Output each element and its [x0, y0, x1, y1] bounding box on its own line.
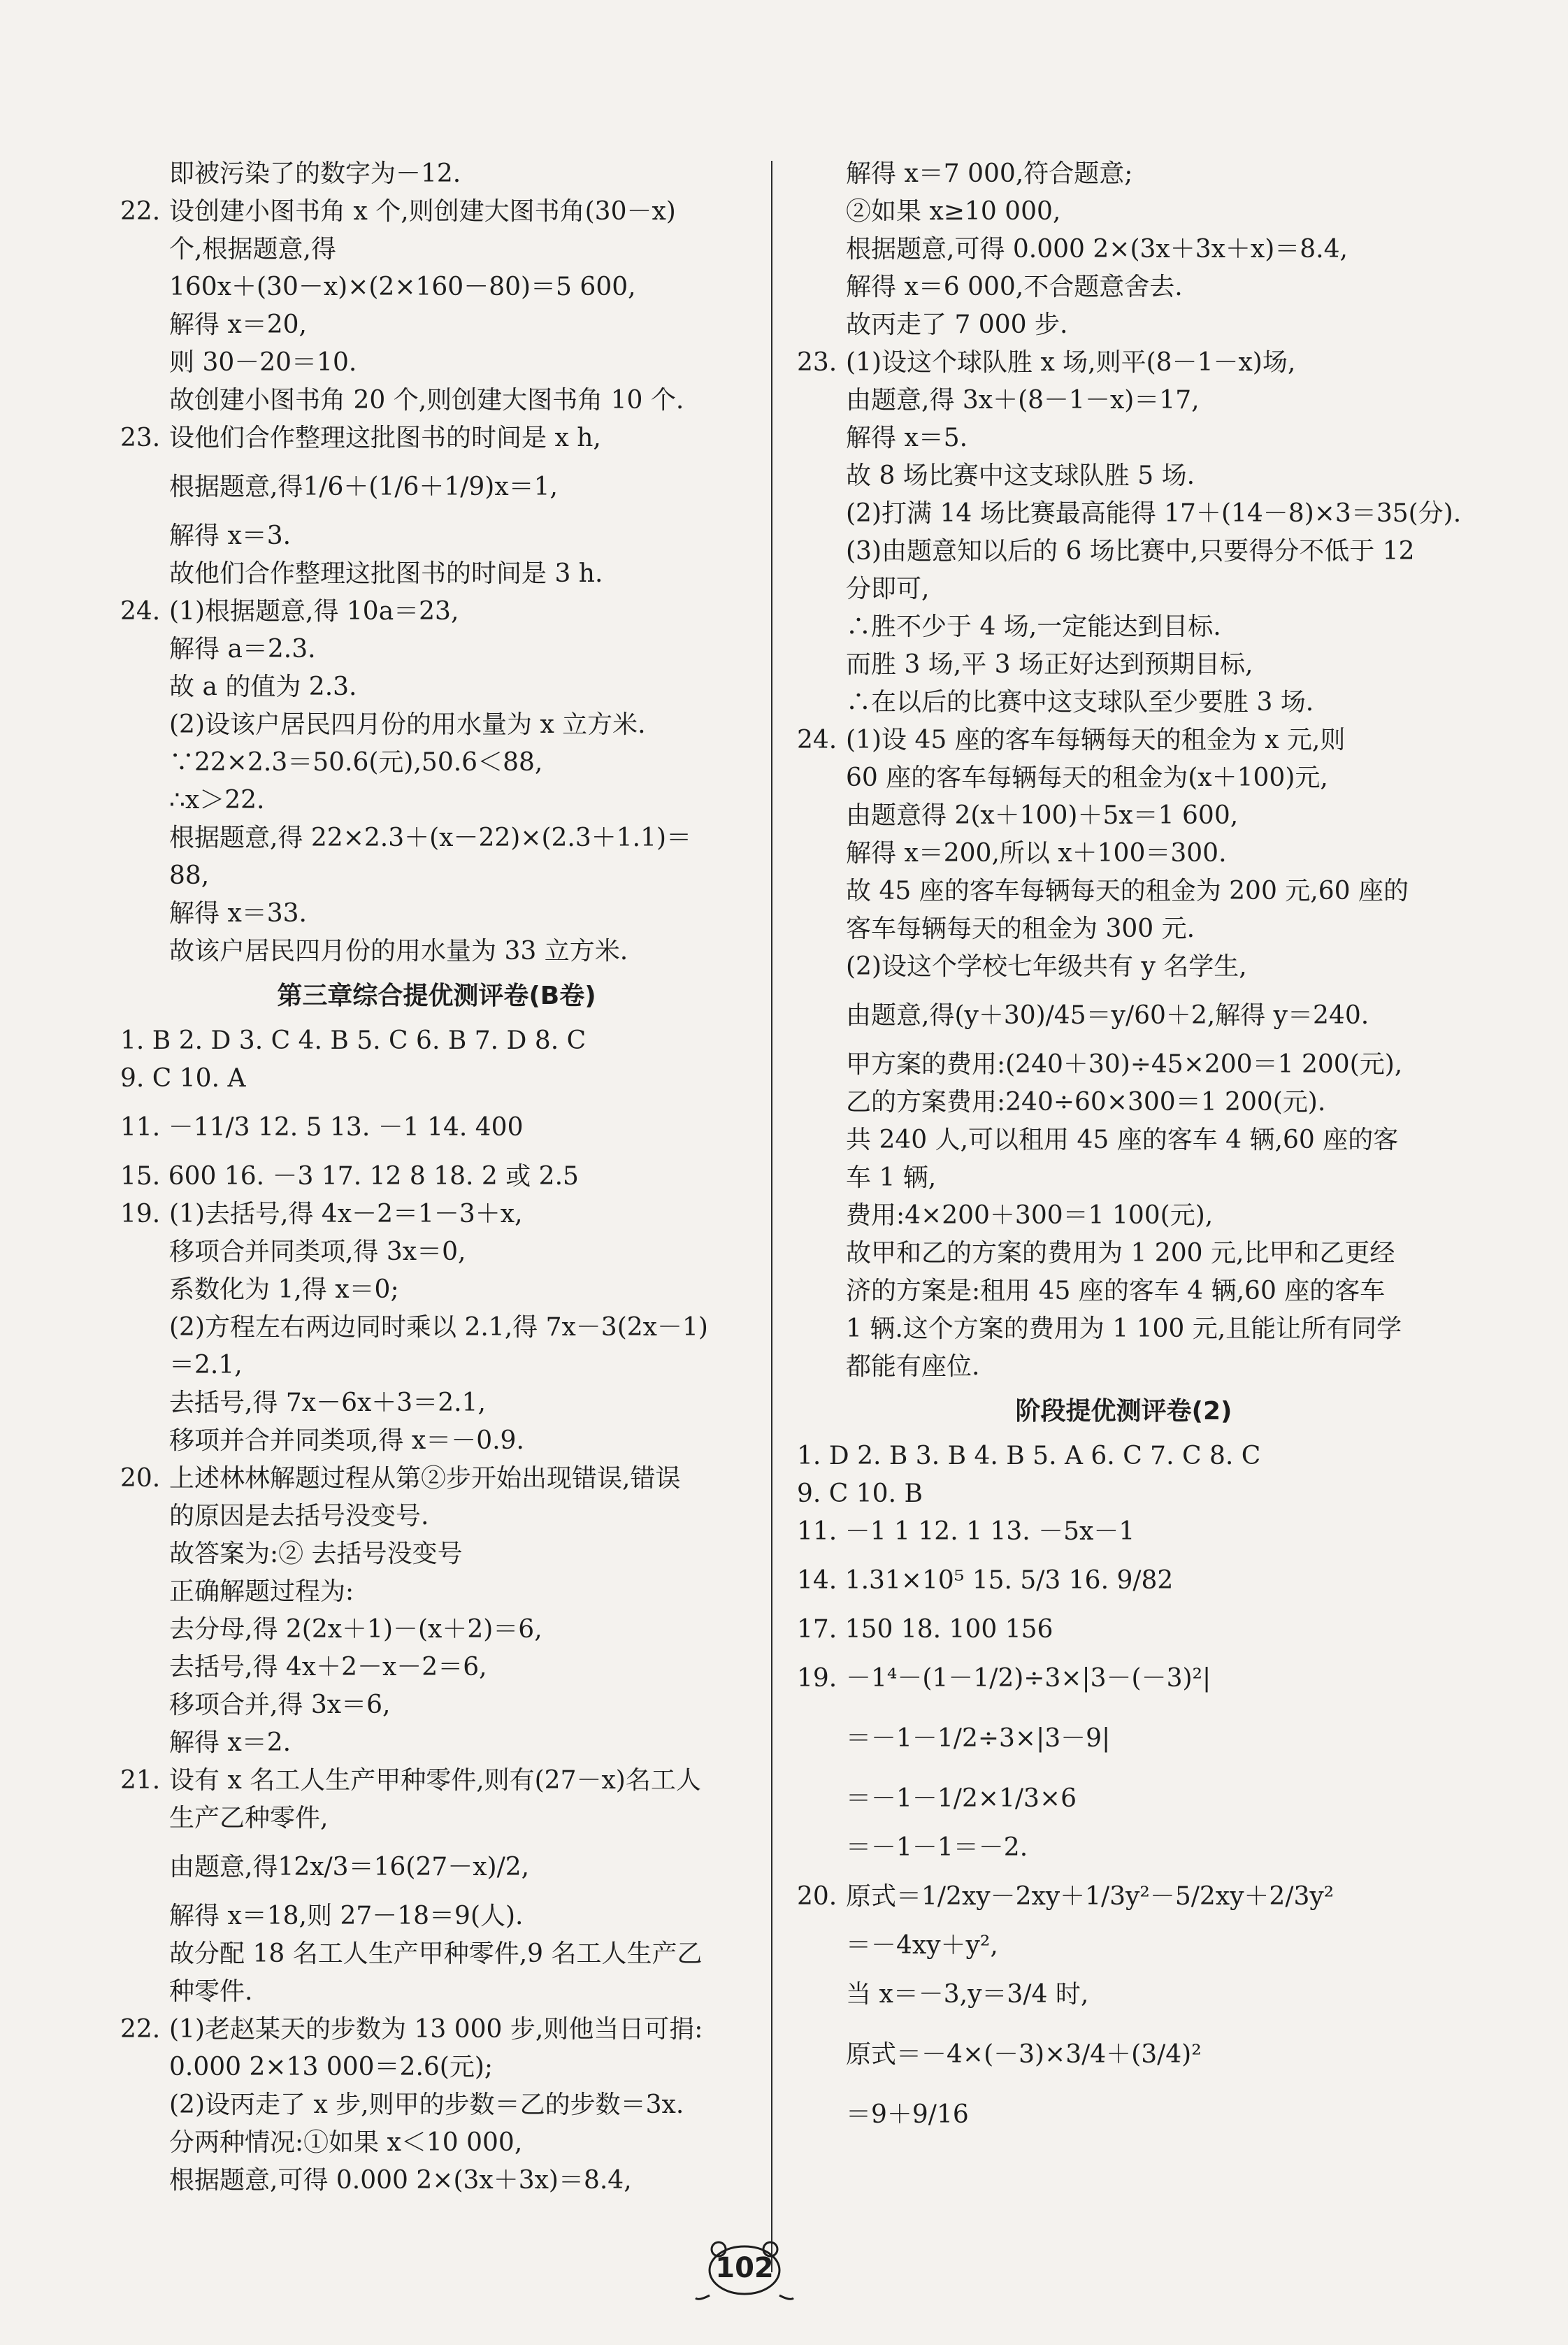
line-text: 解得 x＝33. — [169, 899, 307, 928]
line-text: 60 座的客车每辆每天的租金为(x＋100)元, — [846, 763, 1328, 792]
text-line — [797, 1709, 1451, 1769]
text-line — [120, 782, 753, 819]
text-line — [120, 155, 753, 193]
text-line — [120, 819, 753, 857]
line-text: 根据题意,得 22×2.3＋(x－22)×(2.3＋1.1)＝ — [169, 824, 692, 852]
line-text: 由题意,得 3x＋(8－1－x)＝17, — [846, 386, 1200, 415]
line-text: (3)由题意知以后的 6 场比赛中,只要得分不低于 12 — [846, 537, 1415, 566]
text-line — [797, 873, 1451, 910]
line-text: 故答案为:② 去括号没变号 — [169, 1540, 463, 1568]
line-text: 济的方案是:租用 45 座的客车 4 辆,60 座的客车 — [846, 1277, 1386, 1305]
text-line — [120, 933, 753, 970]
question-number: 19. — [120, 1200, 161, 1228]
line-text: 种零件. — [169, 1977, 253, 2006]
line-text: (1)老赵某天的步数为 13 000 步,则他当日可捐: — [169, 2015, 703, 2044]
text-line — [120, 668, 753, 706]
text-line — [797, 910, 1451, 948]
text-line — [120, 2086, 753, 2124]
line-text: ∴胜不少于 4 场,一定能达到目标. — [846, 612, 1221, 641]
line-text: 由题意,得12x/3＝16(27－x)/2, — [169, 1853, 530, 1881]
section-heading: 阶段提优测评卷(2) — [1015, 1397, 1232, 1426]
line-text: 故甲和乙的方案的费用为 1 200 元,比甲和乙更经 — [846, 1239, 1395, 1268]
line-text: 解得 x＝18,则 27－18＝9(人). — [169, 1902, 524, 1930]
line-text: 根据题意,可得 0.000 2×(3x＋3x＋x)＝8.4, — [846, 235, 1348, 264]
line-text: (2)设该户居民四月份的用水量为 x 立方米. — [169, 710, 646, 739]
text-line — [797, 382, 1451, 419]
line-text: 设有 x 名工人生产甲种零件,则有(27－x)名工人 — [169, 1766, 701, 1795]
text-line — [797, 533, 1451, 571]
page-number-badge — [692, 2241, 797, 2304]
text-line — [797, 1649, 1451, 1709]
text-line — [797, 1310, 1451, 1348]
text-line — [120, 631, 753, 668]
right-column — [797, 155, 1462, 2145]
text-line — [120, 1973, 753, 2011]
line-text: 11. －1 1 12. 1 13. －5x－1 — [797, 1517, 1135, 1546]
question-number: 23. — [120, 424, 161, 452]
text-line — [797, 2025, 1451, 2085]
text-line — [120, 1898, 753, 1935]
line-text: (1)根据题意,得 10a＝23, — [169, 597, 459, 626]
text-line — [120, 2011, 753, 2049]
line-text: 当 x＝－3,y＝3/4 时, — [846, 1980, 1089, 2009]
line-text: 故 8 场比赛中这支球队胜 5 场. — [846, 461, 1195, 490]
text-line — [797, 684, 1451, 722]
line-text: 1 辆.这个方案的费用为 1 100 元,且能让所有同学 — [846, 1314, 1402, 1343]
line-text: (2)方程左右两边同时乘以 2.1,得 7x－3(2x－1) — [169, 1313, 708, 1342]
text-line — [120, 1158, 753, 1196]
line-text: ②如果 x≥10 000, — [846, 197, 1061, 226]
text-line — [120, 593, 753, 631]
line-text: 原式＝1/2xy－2xy＋1/3y²－5/2xy＋2/3y² — [846, 1882, 1335, 1911]
question-number: 19. — [797, 1664, 837, 1693]
text-line — [120, 517, 753, 555]
line-text: 分两种情况:①如果 x＜10 000, — [169, 2128, 523, 2157]
text-line — [797, 155, 1451, 193]
text-line — [797, 344, 1451, 382]
line-text: 即被污染了的数字为－12. — [169, 159, 461, 188]
left-column — [120, 155, 753, 2200]
text-line — [797, 1965, 1451, 2025]
line-text: 9. C 10. A — [120, 1064, 246, 1093]
text-line — [120, 2124, 753, 2162]
line-text: 根据题意,得1/6＋(1/6＋1/9)x＝1, — [169, 473, 558, 501]
text-line — [120, 555, 753, 593]
text-line — [120, 306, 753, 344]
line-text: 客车每辆每天的租金为 300 元. — [846, 915, 1195, 943]
text-line — [120, 1649, 753, 1686]
line-text: 1. B 2. D 3. C 4. B 5. C 6. B 7. D 8. C — [120, 1026, 587, 1055]
text-line — [797, 1121, 1451, 1159]
line-text: 去括号,得 7x－6x＋3＝2.1, — [169, 1389, 486, 1417]
line-text: 设他们合作整理这批图书的时间是 x h, — [169, 424, 601, 452]
line-text: (2)打满 14 场比赛最高能得 17＋(14－8)×3＝35(分). — [846, 499, 1462, 528]
text-line — [120, 1347, 753, 1384]
line-text: 故 45 座的客车每辆每天的租金为 200 元,60 座的 — [846, 877, 1409, 905]
line-text: 14. 1.31×10⁵ 15. 5/3 16. 9/82 — [797, 1566, 1174, 1595]
line-text: 甲方案的费用:(240＋30)÷45×200＝1 200(元), — [846, 1050, 1403, 1079]
section-heading: 第三章综合提优测评卷(B卷) — [277, 982, 596, 1010]
text-line — [120, 2049, 753, 2086]
line-text: (2)设丙走了 x 步,则甲的步数＝乙的步数＝3x. — [169, 2091, 684, 2119]
text-line — [797, 646, 1451, 684]
line-text: 由题意,得(y＋30)/45＝y/60＋2,解得 y＝240. — [846, 1001, 1369, 1030]
text-line — [797, 2085, 1451, 2145]
line-text: 费用:4×200＋300＝1 100(元), — [846, 1201, 1214, 1230]
text-line — [120, 1060, 753, 1098]
question-number: 24. — [797, 726, 837, 754]
line-text: 9. C 10. B — [797, 1479, 923, 1508]
question-number: 23. — [797, 348, 837, 377]
text-line — [797, 1348, 1451, 1386]
text-line — [797, 1611, 1451, 1649]
text-line — [797, 1046, 1451, 1084]
text-line — [120, 1686, 753, 1724]
text-line — [120, 2162, 753, 2200]
line-text: 都能有座位. — [846, 1352, 980, 1381]
line-text: 移项合并,得 3x＝6, — [169, 1691, 391, 1719]
text-line — [120, 1460, 753, 1498]
text-line — [797, 571, 1451, 608]
line-text: 故该户居民四月份的用水量为 33 立方米. — [169, 937, 628, 966]
line-text: 乙的方案费用:240÷60×300＝1 200(元). — [846, 1088, 1326, 1117]
text-line — [797, 797, 1451, 835]
line-text: 解得 x＝20, — [169, 310, 307, 339]
line-text: 解得 x＝2. — [169, 1728, 292, 1757]
text-line — [120, 857, 753, 895]
text-line — [120, 231, 753, 268]
question-number: 20. — [797, 1882, 837, 1911]
text-line — [120, 1498, 753, 1535]
text-line — [797, 1551, 1451, 1611]
line-text: (1)设 45 座的客车每辆每天的租金为 x 元,则 — [846, 726, 1346, 754]
text-line — [797, 1084, 1451, 1121]
text-line — [120, 1535, 753, 1573]
line-text: (1)设这个球队胜 x 场,则平(8－1－x)场, — [846, 348, 1296, 377]
line-text: 解得 x＝6 000,不合题意舍去. — [846, 273, 1183, 301]
text-line — [797, 759, 1451, 797]
text-line — [120, 1611, 753, 1649]
text-line — [797, 457, 1451, 495]
line-text: 个,根据题意,得 — [169, 235, 336, 264]
question-number: 24. — [120, 597, 161, 626]
text-line — [797, 419, 1451, 457]
text-line — [120, 1762, 753, 1800]
text-line — [797, 1159, 1451, 1197]
text-line — [797, 495, 1462, 533]
text-line — [120, 344, 753, 382]
text-line — [797, 231, 1451, 268]
text-line — [120, 419, 753, 457]
text-line — [120, 457, 753, 517]
line-text: 生产乙种零件, — [169, 1804, 329, 1833]
text-line — [797, 193, 1451, 231]
line-text: －1⁴－(1－1/2)÷3×|3－(－3)²| — [846, 1664, 1211, 1693]
line-text: 正确解题过程为: — [169, 1577, 354, 1606]
line-text: 移项并合并同类项,得 x＝－0.9. — [169, 1426, 524, 1455]
text-line — [797, 1272, 1451, 1310]
line-text: 由题意得 2(x＋100)＋5x＝1 600, — [846, 801, 1239, 830]
line-text: 17. 150 18. 100 156 — [797, 1615, 1053, 1644]
line-text: ＝－1－1/2×1/3×6 — [846, 1784, 1077, 1813]
text-line — [120, 895, 753, 933]
text-line — [120, 1800, 753, 1837]
text-line — [120, 1384, 753, 1422]
text-line — [797, 948, 1451, 986]
line-text: ＝－4xy＋y², — [846, 1931, 998, 1960]
page-number: 102 — [715, 2252, 774, 2284]
question-number: 22. — [120, 2015, 161, 2044]
text-line — [120, 1309, 753, 1347]
column-divider — [771, 161, 772, 2272]
question-number: 21. — [120, 1766, 161, 1795]
line-text: (1)去括号,得 4x－2＝1－3＋x, — [169, 1200, 523, 1228]
text-line — [120, 1022, 753, 1060]
line-text: 解得 x＝7 000,符合题意; — [846, 159, 1133, 188]
text-line — [797, 306, 1451, 344]
line-text: 15. 600 16. －3 17. 12 8 18. 2 或 2.5 — [120, 1162, 579, 1191]
line-text: 故他们合作整理这批图书的时间是 3 h. — [169, 559, 603, 588]
text-line — [120, 706, 753, 744]
line-text: 的原因是去括号没变号. — [169, 1502, 429, 1530]
text-line — [797, 986, 1451, 1046]
line-text: ＝－1－1＝－2. — [846, 1833, 1028, 1862]
line-text: ∵22×2.3＝50.6(元),50.6＜88, — [169, 748, 543, 777]
line-text: 1. D 2. B 3. B 4. B 5. A 6. C 7. C 8. C — [797, 1442, 1261, 1470]
line-text: 系数化为 1,得 x＝0; — [169, 1275, 399, 1304]
line-text: 解得 x＝200,所以 x＋100＝300. — [846, 839, 1227, 868]
question-number: 20. — [120, 1464, 161, 1493]
text-line — [120, 268, 753, 306]
text-line — [797, 1197, 1451, 1235]
line-text: 去分母,得 2(2x＋1)－(x＋2)＝6, — [169, 1615, 542, 1644]
text-line — [120, 382, 753, 419]
line-text: 故 a 的值为 2.3. — [169, 673, 357, 701]
line-text: 去括号,得 4x＋2－x－2＝6, — [169, 1653, 487, 1681]
text-line — [120, 1271, 753, 1309]
line-text: 故丙走了 7 000 步. — [846, 310, 1068, 339]
line-text: (2)设这个学校七年级共有 y 名学生, — [846, 952, 1247, 981]
line-text: ＝9＋9/16 — [846, 2100, 969, 2129]
question-number: 22. — [120, 197, 161, 226]
line-text: 故创建小图书角 20 个,则创建大图书角 10 个. — [169, 386, 684, 415]
text-line — [120, 1422, 753, 1460]
line-text: 88, — [169, 861, 210, 890]
line-text: 根据题意,可得 0.000 2×(3x＋3x)＝8.4, — [169, 2166, 632, 2195]
line-text: 设创建小图书角 x 个,则创建大图书角(30－x) — [169, 197, 676, 226]
line-text: 0.000 2×13 000＝2.6(元); — [169, 2053, 494, 2081]
text-line — [797, 835, 1451, 873]
line-text: 分即可, — [846, 575, 930, 603]
text-line — [797, 1829, 1451, 1867]
line-text: 移项合并同类项,得 3x＝0, — [169, 1238, 466, 1266]
text-line — [797, 608, 1451, 646]
line-text: 而胜 3 场,平 3 场正好达到预期目标, — [846, 650, 1253, 679]
text-line — [120, 193, 753, 231]
line-text: ∴x＞22. — [169, 786, 265, 815]
line-text: 解得 x＝5. — [846, 424, 968, 452]
line-text: 上述林林解题过程从第②步开始出现错误,错误 — [169, 1464, 681, 1493]
line-text: 原式＝－4×(－3)×3/4＋(3/4)² — [846, 2040, 1202, 2069]
text-line — [797, 1235, 1451, 1272]
text-line — [120, 744, 753, 782]
text-line — [797, 1437, 1451, 1475]
line-text: 共 240 人,可以租用 45 座的客车 4 辆,60 座的客 — [846, 1126, 1399, 1154]
line-text: 故分配 18 名工人生产甲种零件,9 名工人生产乙 — [169, 1939, 703, 1968]
text-line — [797, 1927, 1451, 1965]
text-line — [797, 1769, 1451, 1829]
line-text: 解得 x＝3. — [169, 522, 292, 550]
text-line — [120, 1935, 753, 1973]
line-text: ＝－1－1/2÷3×|3－9| — [846, 1724, 1111, 1753]
text-line — [797, 1475, 1451, 1513]
line-text: 解得 a＝2.3. — [169, 635, 316, 664]
text-line — [120, 1196, 753, 1233]
line-text: 则 30－20＝10. — [169, 348, 357, 377]
line-text: ∴在以后的比赛中这支球队至少要胜 3 场. — [846, 688, 1314, 717]
text-line — [120, 1233, 753, 1271]
text-line — [797, 1513, 1451, 1551]
text-line — [797, 268, 1451, 306]
text-line — [120, 1098, 753, 1158]
line-text: 160x＋(30－x)×(2×160－80)＝5 600, — [169, 273, 636, 301]
line-text: 车 1 辆, — [846, 1163, 937, 1192]
text-line — [120, 1837, 753, 1898]
text-line — [797, 722, 1451, 759]
line-text: ＝2.1, — [169, 1351, 243, 1379]
text-line — [120, 1724, 753, 1762]
line-text: 11. －11/3 12. 5 13. －1 14. 400 — [120, 1113, 524, 1142]
text-line — [797, 1867, 1451, 1927]
text-line — [120, 1573, 753, 1611]
